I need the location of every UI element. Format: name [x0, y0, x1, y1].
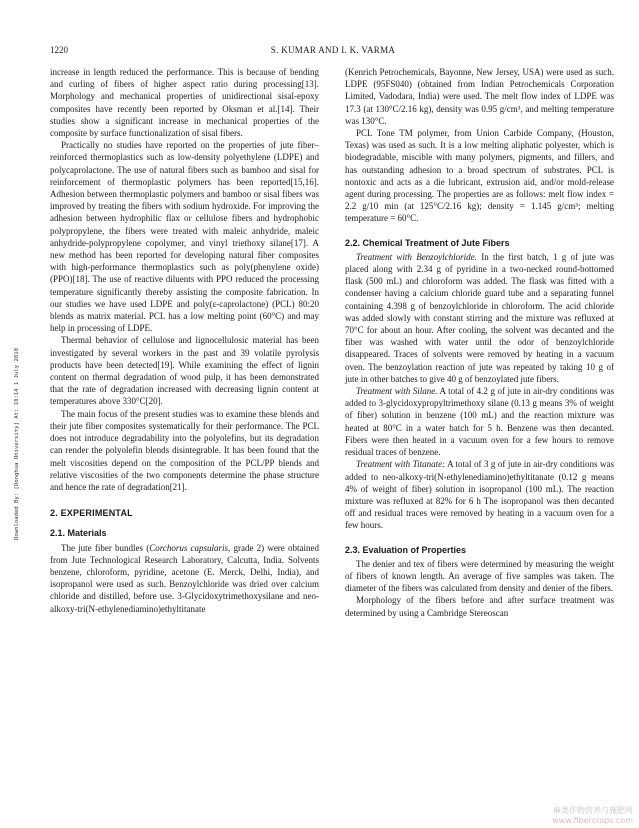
paragraph: increase in length reduced the performance. This is because of bending and curling of fibers of higher aspect ratio during processing[13]. Morphology and mechanical properties of unidirectional sisal-epoxy composites have recently been reported by Oksman et al.[14]. Their studies show a significant increase in mechanical properties of the composite by surface functionalization of sisal fibers.: [50, 67, 319, 139]
watermark-line: www.fibercrops.com: [552, 816, 633, 825]
running-header-authors: S. KUMAR AND I. K. VARMA: [270, 45, 396, 55]
run-in-heading: Treatment with Titanate:: [356, 459, 446, 470]
run-in-heading: Treatment with Benzoylchloride.: [356, 251, 477, 262]
paragraph: [345, 458, 614, 531]
species-name: Corchorus capsularis: [149, 542, 229, 553]
download-stamp-text: Downloaded By: [Donghua University] At: 10:14 1 July 2010: [14, 348, 20, 540]
site-watermark: [552, 806, 633, 826]
subsection-heading-chemical-treatment: 2.2. Chemical Treatment of Jute Fibers: [345, 237, 510, 248]
paragraph: PCL Tone TM polymer, from Union Carbide Company, (Houston, Texas) was used as such. It is a low melting aliphatic polyester, which is biodegradable, miscible with many polymers, pigments, and fillers, and has outstanding adhesion to a broad spectrum of substrates. PCL is nontoxic and acts as a die lubricant, extrusion aid, and/or mold-release agent during processing. The properties are as follows: melt flow index = 2.2 g/10 min (at 125°C/2.16 kg); density = 1.145 g/cm³; melting temperature = 60°C.: [345, 128, 614, 224]
paragraph: The denier and tex of fibers were determined by measuring the weight of fibers of known length. An average of five samples was taken. The diameter of the fibers was calculated from density and denier of the fibers.: [345, 558, 614, 594]
paragraph: Morphology of the fibers before and after surface treatment was determined by using a Cambridge Stereoscan: [345, 595, 614, 618]
paragraph: Practically no studies have reported on the properties of jute fiber–reinforced thermoplastics such as low-density polyethylene (LDPE) and polycaprolactone. The use of natural fibers such as bamboo and sisal for reinforcement of thermoplastic polymers has been reported[15,16]. Adhesion between thermoplastic polymers and bamboo or sisal fibers was improved by treating the fibers with sodium hydroxide. For improving the adhesion between hydrophilic flax or cellulose fibers and hydrophobic polypropylene, the fibers were treated with maleic anhydride, maleic anhydride-polypropylene copolymer, and vinyl triethoxy silane[17]. A new method has been reported for developing natural fiber composites with high-performance thermoplastics such as poly(phenylene oxide) (PPO)[18]. The use of reactive diluents with PPO reduced the processing temperature significantly thereby assisting the composite fabrication. In our studies we have used LDPE and poly(ε-caprolactone) (PCL) 80:20 blends as matrix material. PCL has a low melting point (60°C) and may help in processing of LDPE.: [50, 140, 319, 334]
right-column: [345, 66, 614, 619]
paragraph-text: , grade 2) were obtained from Jute Technological Research Laboratory, Calcutta, India. Solvents benzene, chloroform, pyridine, acetone (E. Merck, Delhi, India), and isopropanol were used as such. Benzoylchloride was dried over calcium chloride and distilled, before use. 3-Glycidoxytrimethoxysilane and neo-alkoxy-tri(N-ethylenediamino)ethyltitanate: [50, 542, 319, 614]
paragraph: The main focus of the present studies was to examine these blends and their jute fiber composites systematically for their performance. The PCL does not introduce degradability into the polyolefins, but its degradation can render the polyolefin blends disintegrable. It has been found that the melt viscosities depend on the composition of the PCL/PP blends and relative viscosities of the two components determine the phase structure and hence the rate of degradation[21].: [50, 408, 319, 492]
paragraph: [50, 542, 319, 615]
left-column: [50, 66, 319, 615]
paragraph: Thermal behavior of cellulose and lignocellulosic material has been investigated by several workers in the past and 39 volatile pyrolysis products have been detected[19]. While examining the effect of lignin content on thermal degradation of wood pulp, it has been demonstrated that the rate of degradation increased with decreasing lignin content at temperatures above 330°C[20].: [50, 335, 319, 407]
paragraph-text: A total of 4.2 g of jute in air-dry conditions was added to 3-glycidoxypropyltrimethoxy silane (0.13 g means 3% of weight of fiber) solution in benzene (100 mL) and the reaction mixture was heated at 80°C in a water batch for 5 h. Benzene was then decanted. Fibers were then heated in a vacuum oven for a few hours to remove residual traces of benzene.: [345, 386, 614, 458]
running-header: [50, 44, 616, 56]
paragraph: [345, 385, 614, 458]
subsection-heading-materials: 2.1. Materials: [50, 528, 107, 539]
run-in-heading: Treatment with Silane.: [356, 386, 438, 397]
page-number: 1220: [50, 45, 68, 55]
paragraph-text: A total of 3 g of jute in air-dry conditions was added to neo-alkoxy-tri(N-ethylenediamino)ethyltitanate (0.12 g means 4% of weight of fiber) solution in isopropanol (100 mL). The reaction mixture was refluxed at 82% for 6 h The isopropanol was then decanted off and residual traces were removed by heating in a vacuum oven for a few hours.: [345, 459, 614, 531]
download-stamp: [6, 300, 20, 540]
section-heading-experimental: 2. EXPERIMENTAL: [50, 508, 133, 519]
watermark-line: 麻类作物营养与施肥网: [553, 806, 633, 815]
subsection-heading-evaluation: 2.3. Evaluation of Properties: [345, 544, 467, 555]
paragraph-text: In the first batch, 1 g of jute was placed along with 2.34 g of pyridine in a two-necked round-bottomed flask (500 mL) and chloroform was added. The flask was fitted with a condenser having a calcium chloride guard tube and a separating funnel containing 4.398 g of benzoylchloride in chloroform. The acid chloride was added slowly with constant stirring and the mixture was refluxed at 70°C for about an hour. After cooling, the solvent was decanted and the fiber was washed with water until the odor of benzoylchloride disappeared. Traces of solvents were removed by heating in a vacuum oven. The benzoylation reaction of jute was repeated by taking 10 g of jute in other batches to give 40 g of benzoylated jute fibers.: [345, 251, 615, 384]
paragraph-text: The jute fiber bundles (: [61, 542, 150, 553]
paragraph: (Kenrich Petrochemicals, Bayonne, New Jersey, USA) were used as such. LDPE (95FS040) (obtained from Indian Petrochemicals Corporation Limited, Vadodara, India) were used. The melt flow index of LDPE was 17.3 (at 130°C/2.16 kg), density was 0.95 g/cm³, and melting temperature was 130°C.: [345, 67, 614, 126]
paragraph: [345, 251, 614, 385]
